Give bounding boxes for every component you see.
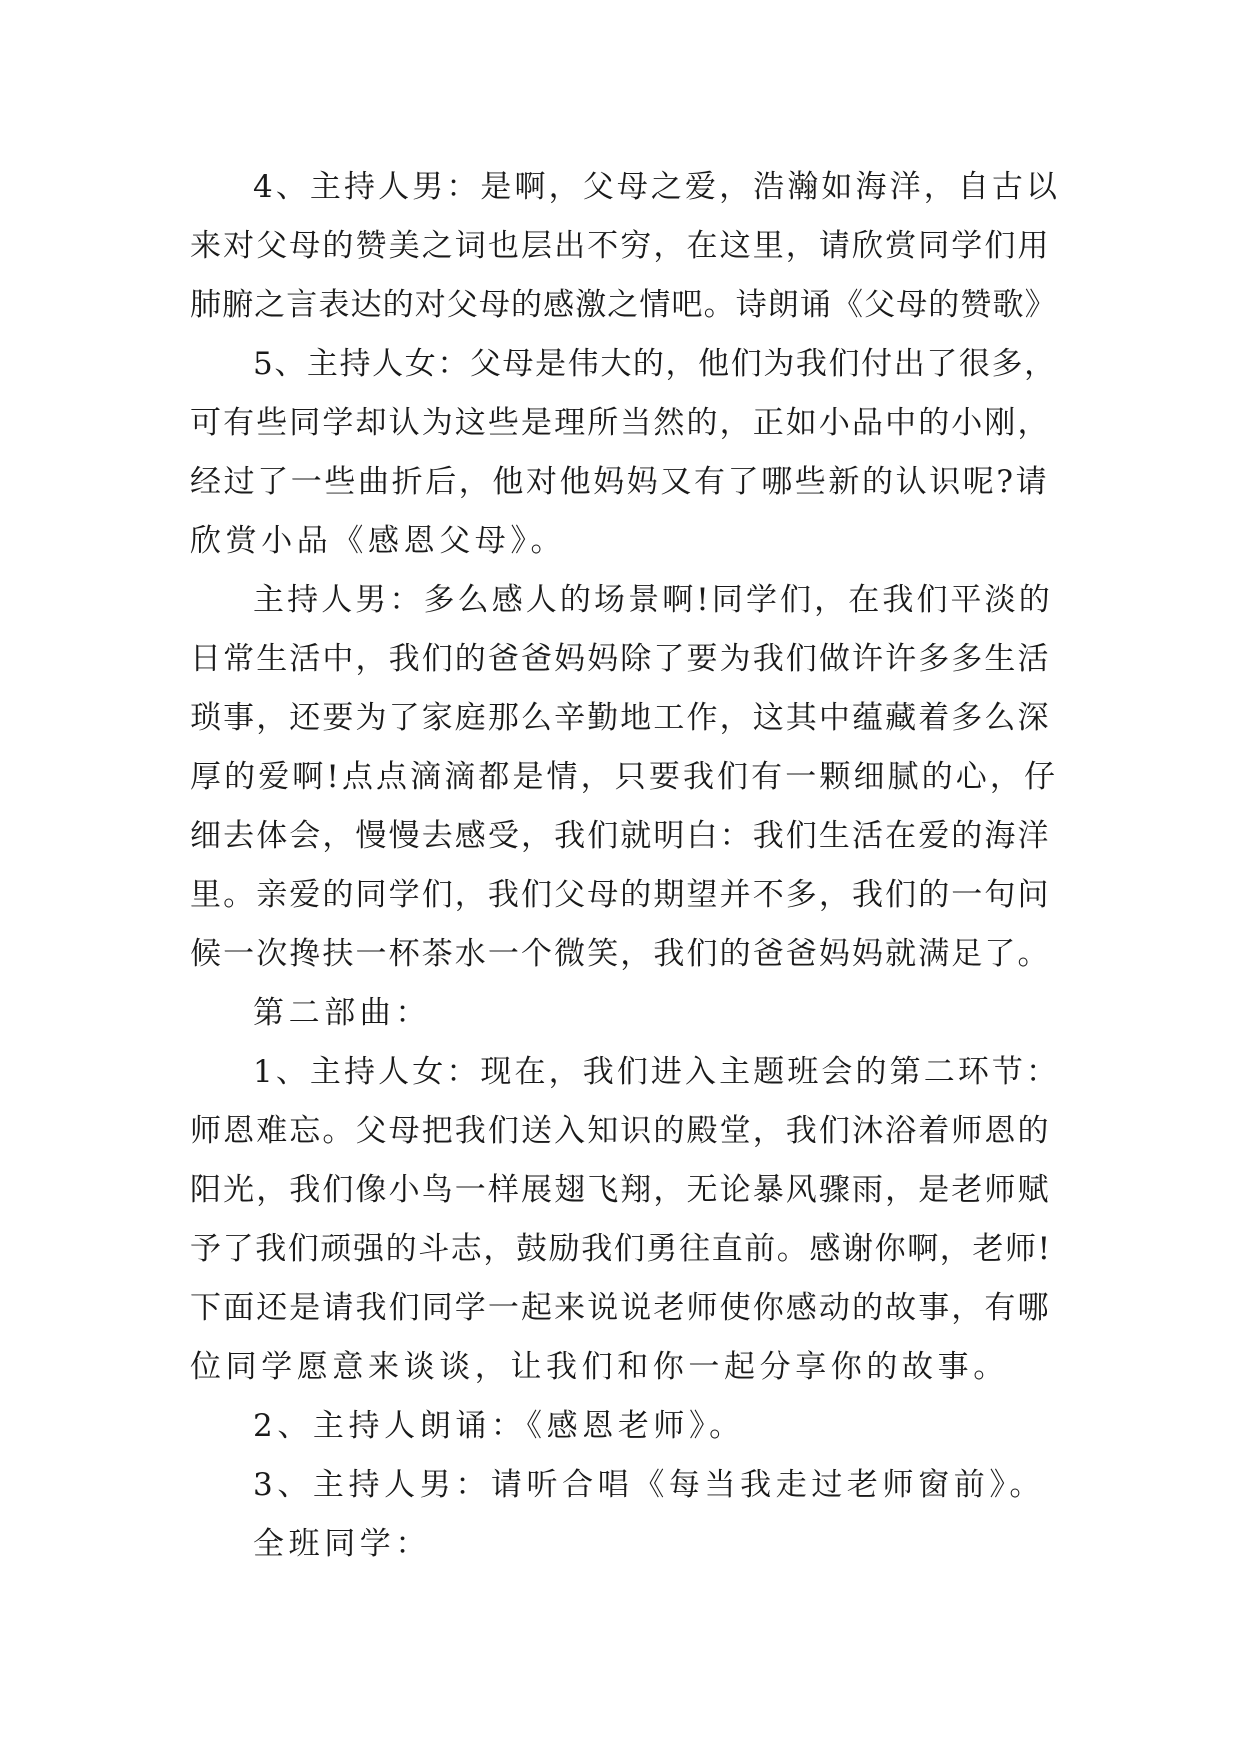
text-line: 3、主持人男：请听合唱《每当我走过老师窗前》。 (253, 1467, 1046, 1503)
document-body (190, 158, 1060, 1574)
text-line: 候一次搀扶一杯茶水一个微笑，我们的爸爸妈妈就满足了。 (190, 936, 1051, 972)
text-line: 肺腑之言表达的对父母的感激之情吧。诗朗诵《父母的赞歌》 (190, 287, 1057, 323)
text-line: 5、主持人女：父母是伟大的，他们为我们付出了很多， (253, 346, 1057, 382)
text-line: 主持人男：多么感人的场景啊!同学们，在我们平淡的 (253, 582, 1053, 618)
text-line: 经过了一些曲折后，他对他妈妈又有了哪些新的认识呢?请 (190, 464, 1050, 500)
text-line: 1、主持人女：现在，我们进入主题班会的第二环节： (253, 1054, 1061, 1090)
text-line: 厚的爱啊!点点滴滴都是情，只要我们有一颗细腻的心，仔 (190, 759, 1059, 795)
text-line: 细去体会，慢慢去感受，我们就明白：我们生活在爱的海洋 (190, 818, 1051, 854)
text-line: 欣赏小品《感恩父母》。 (190, 523, 567, 559)
text-line: 琐事，还要为了家庭那么辛勤地工作，这其中蕴藏着多么深 (190, 700, 1051, 736)
text-line: 下面还是请我们同学一起来说说老师使你感动的故事，有哪 (190, 1290, 1051, 1326)
text-line: 4、主持人男：是啊，父母之爱，浩瀚如海洋，自古以 (253, 169, 1061, 205)
text-line: 阳光，我们像小鸟一样展翅飞翔，无论暴风骤雨，是老师赋 (190, 1172, 1051, 1208)
text-line: 2、主持人朗诵：《感恩老师》。 (253, 1408, 745, 1444)
text-line: 日常生活中，我们的爸爸妈妈除了要为我们做许许多多生活 (190, 641, 1051, 677)
text-line: 里。亲爱的同学们，我们父母的期望并不多，我们的一句问 (190, 877, 1051, 913)
text-line: 师恩难忘。父母把我们送入知识的殿堂，我们沐浴着师恩的 (190, 1113, 1051, 1149)
text-line: 予了我们顽强的斗志，鼓励我们勇往直前。感谢你啊，老师! (190, 1231, 1052, 1267)
text-line: 来对父母的赞美之词也层出不穷，在这里，请欣赏同学们用 (190, 228, 1051, 264)
text-line: 位同学愿意来谈谈，让我们和你一起分享你的故事。 (190, 1349, 1009, 1385)
section-heading: 第二部曲： (253, 995, 431, 1031)
text-line: 全班同学： (253, 1526, 431, 1562)
text-line: 可有些同学却认为这些是理所当然的，正如小品中的小刚， (190, 405, 1051, 441)
